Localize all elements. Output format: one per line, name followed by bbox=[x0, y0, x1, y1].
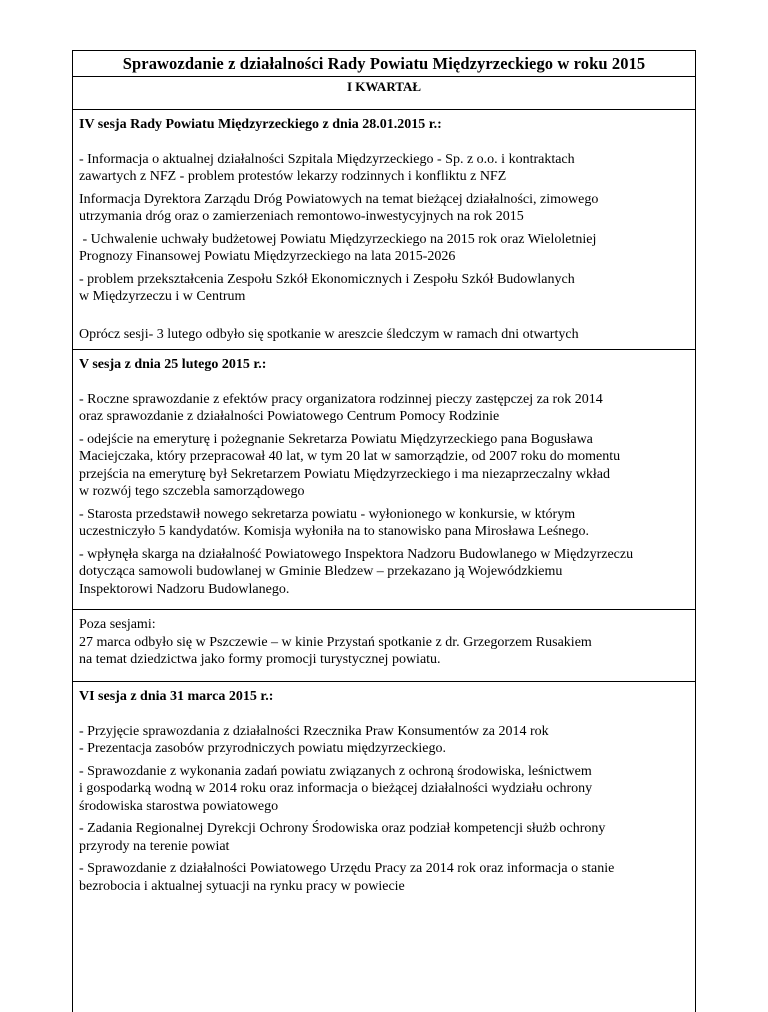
session-iv-item-4 bbox=[79, 271, 689, 306]
text-line: utrzymania dróg oraz o zamierzeniach remontowo-inwestycyjnych na rok 2015 bbox=[79, 209, 524, 224]
session-v-item-4 bbox=[79, 546, 689, 599]
text-line: - Starosta przedstawił nowego sekretarza powiatu - wyłonionego w konkursie, w którym bbox=[79, 506, 576, 522]
text-line: oraz sprawozdanie z działalności Powiatowego Centrum Pomocy Rodzinie bbox=[79, 409, 500, 424]
session-vi-heading: VI sesja z dnia 31 marca 2015 r.: bbox=[79, 689, 274, 704]
text-line: w Międzyrzeczu i w Centrum bbox=[79, 289, 246, 304]
text-line: i gospodarką wodną w 2014 roku oraz informacja o bieżącej działalności wydziału ochrony bbox=[79, 781, 593, 796]
session-vi-section bbox=[73, 682, 695, 1012]
quarter-label: I KWARTAŁ bbox=[346, 79, 422, 94]
text-line: uczestniczyło 5 kandydatów. Komisja wyłoniła na to stanowisko pana Mirosława Leśnego. bbox=[79, 524, 589, 539]
text-line: - wpłynęła skarga na działalność Powiatowego Inspektora Nadzoru Budowlanego w Międzyrzeczu bbox=[79, 546, 634, 562]
text-line: środowiska starostwa powiatowego bbox=[79, 798, 279, 814]
session-iv-item-1 bbox=[79, 151, 689, 186]
session-v-item-1 bbox=[79, 391, 689, 426]
session-iv-note: Oprócz sesji- 3 lutego odbyło się spotkanie w areszcie śledczym w ramach dni otwartych bbox=[79, 326, 579, 342]
quarter-row bbox=[73, 77, 695, 110]
report-table bbox=[72, 50, 696, 1012]
outside-sessions-heading: Poza sesjami: bbox=[79, 617, 156, 632]
text-line: Inspektorowi Nadzoru Budowlanego. bbox=[79, 581, 290, 597]
session-vi-item-3 bbox=[79, 820, 689, 855]
text-line: na temat dziedzictwa jako formy promocji turystycznej powiatu. bbox=[79, 652, 441, 667]
text-line: zawartych z NFZ - problem protestów lekarzy rodzinnych i konfliktu z NFZ bbox=[79, 169, 507, 184]
text-line: - Sprawozdanie z wykonania zadań powiatu związanych z ochroną środowiska, leśnictwem bbox=[79, 763, 592, 779]
text-line: - problem przekształcenia Zespołu Szkół Ekonomicznych i Zespołu Szkół Budowlanych bbox=[79, 271, 575, 287]
session-vi-item-2 bbox=[79, 763, 689, 816]
text-line: dotycząca samowoli budowlanej w Gminie Bledzew – przekazano ją Wojewódzkiemu bbox=[79, 564, 563, 579]
title-row bbox=[73, 51, 695, 77]
session-vi-item-4 bbox=[79, 860, 689, 895]
text-line: Prognozy Finansowej Powiatu Międzyrzeckiego na lata 2015-2026 bbox=[79, 249, 456, 264]
text-line: - Roczne sprawozdanie z efektów pracy organizatora rodzinnej pieczy zastępczej za rok 2014 bbox=[79, 391, 603, 407]
text-line: Informacja Dyrektora Zarządu Dróg Powiatowych na temat bieżącej działalności, zimowego bbox=[79, 191, 599, 207]
session-iv-item-3 bbox=[79, 231, 689, 266]
text-line: - Prezentacja zasobów przyrodniczych powiatu międzyrzeckiego. bbox=[79, 741, 446, 756]
session-v-heading: V sesja z dnia 25 lutego 2015 r.: bbox=[79, 357, 267, 372]
outside-sessions-section bbox=[73, 610, 695, 682]
session-iv-item-2 bbox=[79, 191, 689, 226]
text-line: przejścia na emeryturę był Sekretarzem Powiatu Międzyrzeckiego i ma niezaprzeczalny wkład bbox=[79, 466, 610, 482]
text-line: - Sprawozdanie z działalności Powiatowego Urzędu Pracy za 2014 rok oraz informacja o stanie bbox=[79, 861, 615, 876]
session-iv-section bbox=[73, 110, 695, 350]
text-line: przyrody na terenie powiat bbox=[79, 838, 230, 854]
text-line: - Uchwalenie uchwały budżetowej Powiatu Międzyrzeckiego na 2015 rok oraz Wieloletniej bbox=[79, 231, 597, 247]
text-line: - odejście na emeryturę i pożegnanie Sekretarza Powiatu Międzyrzeckiego pana Bogusława bbox=[79, 431, 593, 447]
text-line: - Informacja o aktualnej działalności Szpitala Międzyrzeckiego - Sp. z o.o. i kontraktach bbox=[79, 151, 575, 167]
session-vi-item-1 bbox=[79, 723, 689, 758]
text-line: bezrobocia i aktualnej sytuacji na rynku pracy w powiecie bbox=[79, 878, 405, 894]
session-v-section bbox=[73, 350, 695, 610]
document-title: Sprawozdanie z działalności Rady Powiatu Międzyrzeckiego w roku 2015 bbox=[122, 54, 646, 73]
text-line: Maciejczaka, który przepracował 40 lat, w tym 20 lat w samorządzie, od 2007 roku do momentu bbox=[79, 449, 621, 464]
session-v-item-2 bbox=[79, 431, 689, 501]
text-line: - Zadania Regionalnej Dyrekcji Ochrony Środowiska oraz podział kompetencji służb ochrony bbox=[79, 821, 606, 836]
text-line: - Przyjęcie sprawozdania z działalności Rzecznika Praw Konsumentów za 2014 rok bbox=[79, 723, 549, 739]
text-line: w rozwój tego szczebla samorządowego bbox=[79, 484, 305, 499]
session-iv-heading: IV sesja Rady Powiatu Międzyrzeckiego z dnia 28.01.2015 r.: bbox=[79, 117, 442, 132]
text-line: 27 marca odbyło się w Pszczewie – w kinie Przystań spotkanie z dr. Grzegorzem Rusakiem bbox=[79, 634, 592, 650]
session-v-item-3 bbox=[79, 506, 689, 541]
